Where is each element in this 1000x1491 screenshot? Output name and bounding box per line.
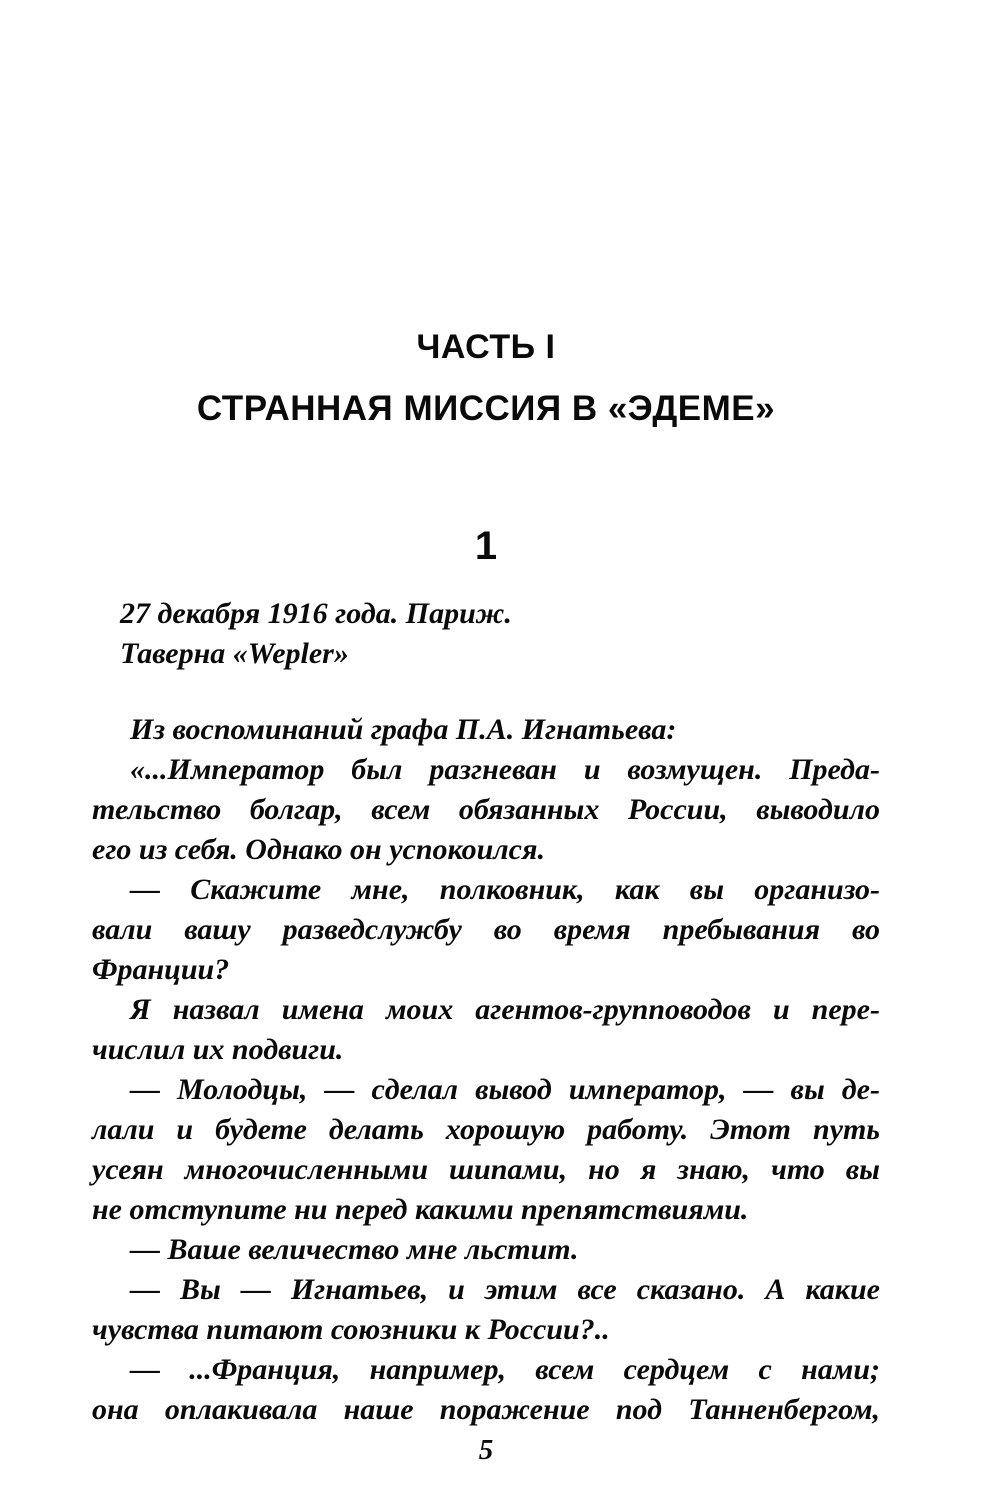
dateline-date: 27 декабря 1916 года. Париж.: [120, 597, 512, 630]
chapter-number: 1: [474, 524, 498, 568]
paragraph: [92, 750, 880, 870]
text-line: усеян многочисленными шипами, но я знаю, что вы: [92, 1153, 880, 1186]
text-line: лали и будете делать хорошую работу. Этот путь: [92, 1113, 880, 1146]
paragraph: [92, 1070, 880, 1230]
paragraph: [92, 870, 880, 990]
part-subtitle: СТРАННАЯ МИССИЯ В «ЭДЕМЕ»: [196, 389, 776, 428]
text-line: Я назвал имена моих агентов-групповодов и пере-: [130, 993, 880, 1026]
text-line: — Молодцы, — сделал вывод император, — вы де-: [130, 1073, 880, 1106]
text-line: тельство болгар, всем обязанных России, выводило: [92, 793, 880, 826]
text-line: вали вашу разведслужбу во время пребывания во: [92, 913, 880, 946]
paragraph: [92, 1350, 880, 1430]
text-line: — ...Франция, например, всем сердцем с нами;: [130, 1353, 880, 1386]
text-line: Франции?: [92, 953, 230, 986]
text-line: она оплакивала наше поражение под Танненбергом,: [92, 1393, 880, 1426]
text-line: — Ваше величество мне льстит.: [130, 1233, 579, 1266]
page-number: 5: [478, 1434, 494, 1466]
dateline-place: Таверна «Wepler»: [120, 637, 349, 670]
paragraph: [92, 990, 880, 1070]
text-line: его из себя. Однако он успокоился.: [92, 833, 545, 866]
text-line: Из воспоминаний графа П.А. Игнатьева:: [130, 713, 677, 746]
text-line: не отступите ни перед какими препятствиями.: [92, 1193, 749, 1226]
text-line: — Вы — Игнатьев, и этим все сказано. А какие: [130, 1273, 880, 1306]
dateline: [120, 594, 880, 674]
body-text: [92, 710, 880, 1430]
part-title: ЧАСТЬ I: [416, 328, 556, 366]
text-line: числил их подвиги.: [92, 1033, 344, 1066]
text-line: чувства питают союзники к России?..: [92, 1313, 610, 1346]
paragraph: [92, 1270, 880, 1350]
text-line: — Скажите мне, полковник, как вы организо-: [130, 873, 880, 906]
paragraph: [92, 710, 880, 750]
paragraph: [92, 1230, 880, 1270]
text-line: «...Император был разгневан и возмущен. Преда-: [130, 753, 880, 786]
